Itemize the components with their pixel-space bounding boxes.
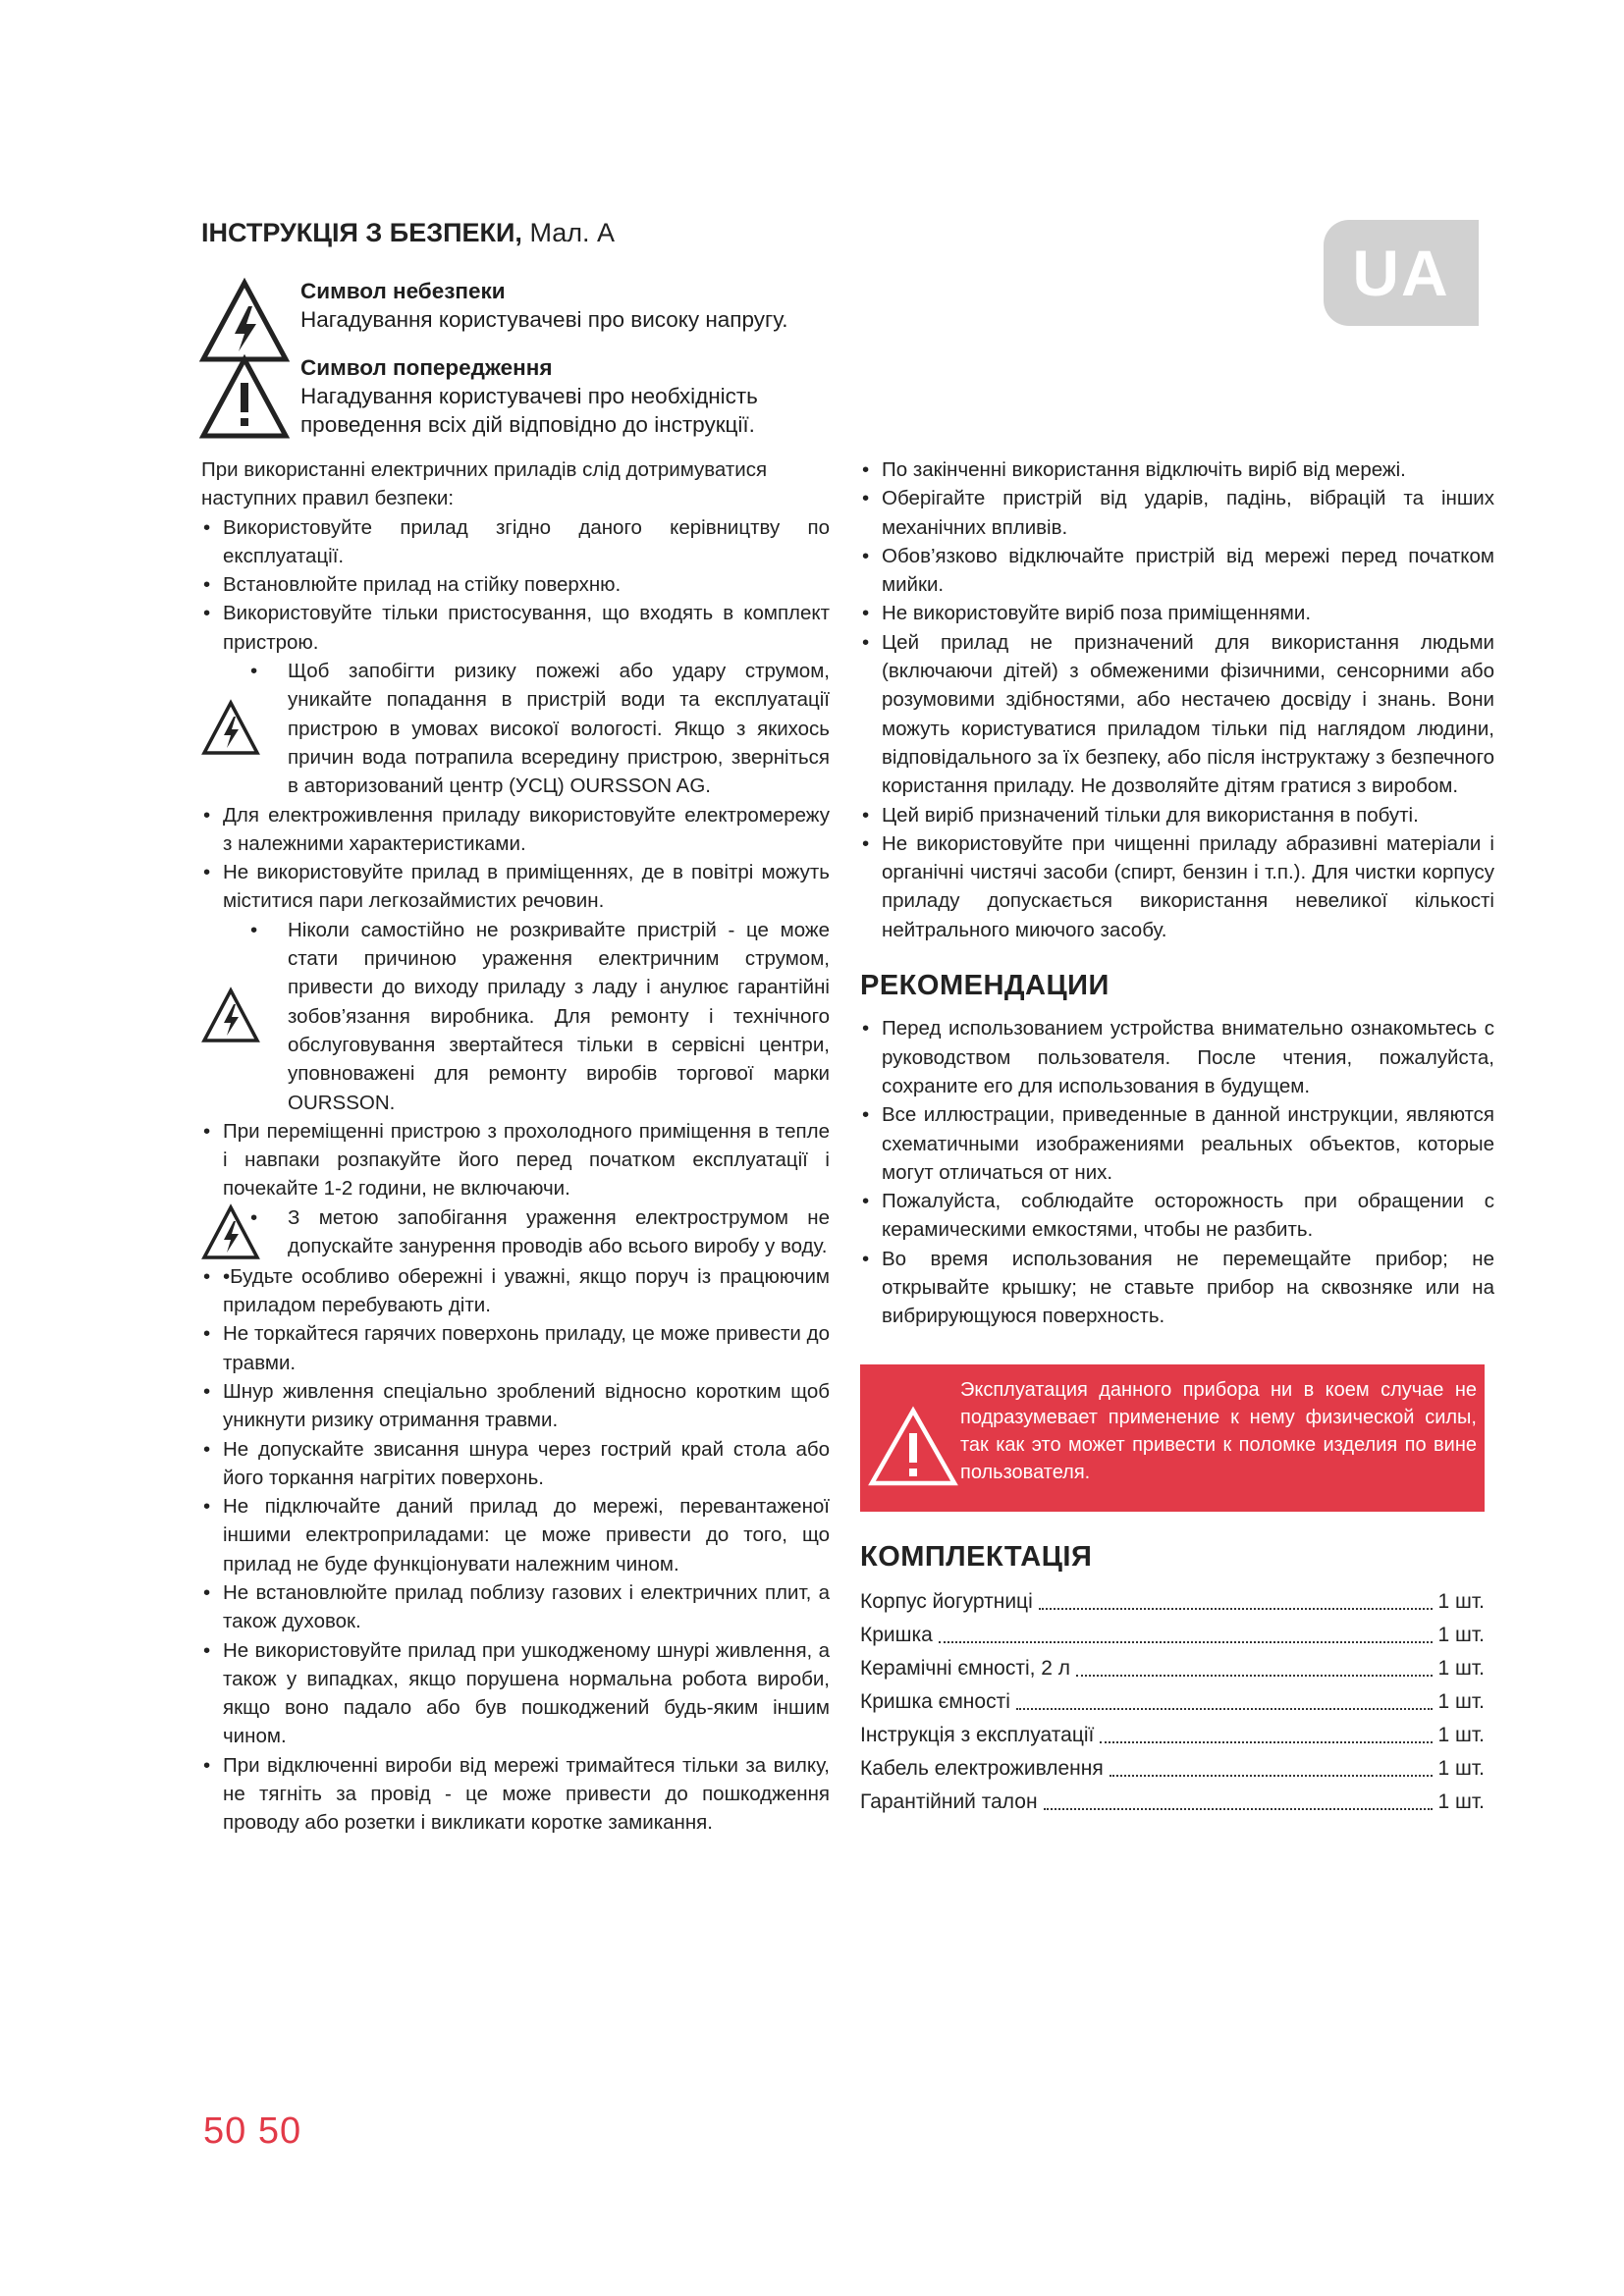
list-item: • Перед использованием устройства внимательно ознакомьтесь с руководством пользователя. После чтения, пожалуйста, сохраните его для использования в будущем.: [860, 1014, 1494, 1100]
kit-row: [860, 1585, 1485, 1619]
list-item: [201, 1492, 830, 1578]
kit-item-qty: 1 шт.: [1437, 1723, 1485, 1746]
kit-row: [860, 1619, 1485, 1652]
list-item: • По закінченні використання відключіть виріб від мережі.: [860, 455, 1494, 484]
list-item: [201, 1636, 830, 1751]
warning-list-item: [201, 1203, 830, 1262]
exclamation-warning-icon: [868, 1406, 958, 1488]
list-item: [201, 858, 830, 916]
list-item: • Пожалуйста, соблюдайте осторожность при обращении с керамическими емкостями, чтобы не разбить.: [860, 1187, 1494, 1245]
list-item: [201, 1578, 830, 1636]
warning-box: [860, 1364, 1485, 1512]
list-item-text: •Будьте особливо обережні і уважні, якщо поруч із працюючим приладом перебувають діти.: [223, 1264, 830, 1317]
kit-list: [860, 1585, 1485, 1819]
list-item-text: Щоб запобігти ризику пожежі або удару струмом, уникайте попадання в пристрій води та експлуатації пристрою в умовах високої вологості. Якщо з якихось причин вода потрапила всередину пристрою, зверніться в авторизований центр (УСЦ) OURSSON AG.: [288, 660, 830, 798]
kit-item-name: Інструкція з експлуатації: [860, 1723, 1095, 1746]
kit-item-name: Гарантійний талон: [860, 1789, 1038, 1813]
list-item: • Не використовуйте виріб поза приміщеннями.: [860, 599, 1494, 627]
dot-leader: [1016, 1708, 1433, 1710]
list-item: • Обов’язково відключайте пристрій від мережі перед початком мийки.: [860, 542, 1494, 600]
list-item: [201, 1262, 830, 1320]
list-item-text: Не встановлюйте прилад поблизу газових і електричних плит, а також духовок.: [223, 1580, 830, 1633]
recommendations-heading: РЕКОМЕНДАЦИИ: [860, 970, 1110, 1002]
lightning-warning-icon: [199, 277, 290, 365]
kit-item-name: Керамічні ємності, 2 л: [860, 1656, 1071, 1680]
kit-item-qty: 1 шт.: [1437, 1623, 1485, 1646]
dot-leader: [939, 1641, 1433, 1643]
dot-leader: [1044, 1808, 1433, 1810]
kit-row: [860, 1786, 1485, 1819]
dot-leader: [1110, 1775, 1433, 1777]
list-item-text: Не допускайте звисання шнура через гострий край стола або його торкання нагрітих поверхонь.: [223, 1437, 830, 1489]
warning-list-item: [201, 657, 830, 800]
list-item: • Во время использования не перемещайте прибор; не открывайте крышку; не ставьте прибор на сквозняке или на вибрирующуюся поверхность.: [860, 1245, 1494, 1331]
lightning-warning-icon: [201, 1203, 260, 1262]
page-title: [201, 218, 615, 248]
list-item-text: Не підключайте даний прилад до мережі, перевантаженої іншими електроприладами: це може привести до того, що прилад не буде функціонувати належним чином.: [223, 1495, 830, 1575]
list-item: • Цей виріб призначений тільки для використання в побуті.: [860, 801, 1494, 829]
intro-text: При використанні електричних приладів слід дотримуватися наступних правил безпеки:: [201, 458, 768, 510]
kit-item-name: Кабель електроживлення: [860, 1756, 1104, 1780]
dot-leader: [1100, 1741, 1432, 1743]
kit-heading: КОМПЛЕКТАЦІЯ: [860, 1540, 1093, 1573]
list-item: [201, 1751, 830, 1838]
kit-item-name: Корпус йогуртниці: [860, 1589, 1033, 1613]
recommendations-list: [860, 1014, 1494, 1330]
list-item: • Цей прилад не призначений для використання людьми (включаючи дітей) з обмеженими фізичними, сенсорними або розумовими здібностями, або нестачею досвіду і знань. Вони можуть користуватися приладом тільки під наглядом людини, відповідального за їх безпеку, або після інструктажу з безпечного користання приладу. Не дозволяйте дітям гратися з виробом.: [860, 628, 1494, 801]
list-item-text: Встановлюйте прилад на стійку поверхню.: [223, 573, 622, 597]
list-item: • Все иллюстрации, приведенные в данной инструкции, являются схематичными изображениями реальных объектов, которые могут отличаться от них.: [860, 1100, 1494, 1187]
list-item-text: Ніколи самостійно не розкривайте пристрій - це може стати причиною ураження електричним струмом, привести до виходу приладу з ладу і анулює гарантійні зобов’язання виробника. Для ремонту і технічного обслуговування звертайтеся тільки в сервісні центри, уповноважені для ремонту виробів торгової марки OURSSON.: [288, 918, 830, 1114]
kit-item-qty: 1 шт.: [1437, 1589, 1485, 1613]
page-number: 50 50: [203, 2110, 302, 2152]
list-item-text: Не використовуйте прилад в приміщеннях, де в повітрі можуть міститися пари легкозаймистих речовин.: [223, 861, 830, 913]
title-bold: ІНСТРУКЦІЯ З БЕЗПЕКИ,: [201, 218, 522, 247]
list-item-text: З метою запобігання ураження електрострумом не допускайте занурення проводів або всього виробу у воду.: [288, 1205, 830, 1258]
list-item-text: Шнур живлення спеціально зроблений відносно коротким щоб уникнути ризику отримання травми.: [223, 1379, 830, 1432]
symbol-description: Нагадування користувачеві про необхідність проведення всіх дій відповідно до інструкції.: [300, 384, 758, 437]
lightning-warning-icon: [201, 699, 260, 758]
list-item: [201, 801, 830, 859]
lightning-warning-icon: [201, 987, 260, 1045]
kit-row: [860, 1652, 1485, 1685]
dot-leader: [1076, 1675, 1432, 1677]
warning-text: Эксплуатация данного прибора ни в коем случае не подразумевает применение к нему физической силы, так как это может привести к поломке изделия по вине пользователя.: [960, 1378, 1477, 1483]
left-column: [201, 455, 830, 1838]
list-item: [201, 513, 830, 571]
list-item: [201, 1435, 830, 1493]
safety-list-left: [201, 513, 830, 1838]
list-item-text: Не використовуйте прилад при ушкодженому шнурі живлення, а також у випадках, якщо порушена нормальна робота вироби, якщо воно падало або був пошкоджений будь-яким іншим чином.: [223, 1638, 830, 1748]
dot-leader: [1039, 1608, 1433, 1610]
language-tab: UA: [1324, 220, 1479, 326]
list-item: [201, 1319, 830, 1377]
list-item-text: Не торкайтеся гарячих поверхонь приладу, це може привести до травми.: [223, 1322, 830, 1374]
kit-row: [860, 1752, 1485, 1786]
symbol-description: Нагадування користувачеві про високу напругу.: [300, 307, 788, 332]
kit-item-qty: 1 шт.: [1437, 1689, 1485, 1713]
caution-symbol-block: [199, 353, 887, 452]
list-item-text: Для електроживлення приладу використовуйте електромережу з належними характеристиками.: [223, 803, 830, 855]
list-item-text: Використовуйте тільки пристосування, що входять в комплект пристрою.: [223, 602, 830, 654]
kit-item-qty: 1 шт.: [1437, 1756, 1485, 1780]
list-item: • Не використовуйте при чищенні приладу абразивні матеріали і органічні чистячі засоби (спирт, бензин і т.п.). Для чистки корпусу приладу допускається використання невеликої кількості нейтрального миючого засобу.: [860, 829, 1494, 944]
warning-list-item: [201, 916, 830, 1117]
list-item: [201, 1377, 830, 1435]
list-item: [201, 1117, 830, 1203]
list-item-text: Використовуйте прилад згідно даного керівництву по експлуатації.: [223, 515, 830, 567]
kit-item-qty: 1 шт.: [1437, 1656, 1485, 1680]
list-item: [201, 599, 830, 657]
kit-item-name: Кришка: [860, 1623, 933, 1646]
title-rest: Мал. А: [521, 218, 616, 247]
kit-item-qty: 1 шт.: [1437, 1789, 1485, 1813]
list-item: [201, 570, 830, 599]
exclamation-warning-icon: [199, 353, 290, 442]
kit-row: [860, 1719, 1485, 1752]
list-item-text: При відключенні вироби від мережі тримайтеся тільки за вилку, не тягніть за провід - це може привести до пошкодження проводу або розетки і викликати коротке замикання.: [223, 1753, 830, 1835]
symbol-heading: Символ небезпеки: [300, 279, 506, 303]
kit-row: [860, 1685, 1485, 1719]
symbol-heading: Символ попередження: [300, 355, 553, 380]
kit-item-name: Кришка ємності: [860, 1689, 1010, 1713]
safety-list-right: [860, 455, 1494, 944]
list-item: • Оберігайте пристрій від ударів, падінь, вібрацій та інших механічних впливів.: [860, 484, 1494, 542]
right-column: [860, 455, 1494, 1819]
list-item-text: При переміщенні пристрою з прохолодного приміщення в тепле і навпаки розпакуйте його перед початком експлуатації і почекайте 1-2 години, не включаючи.: [223, 1119, 830, 1201]
